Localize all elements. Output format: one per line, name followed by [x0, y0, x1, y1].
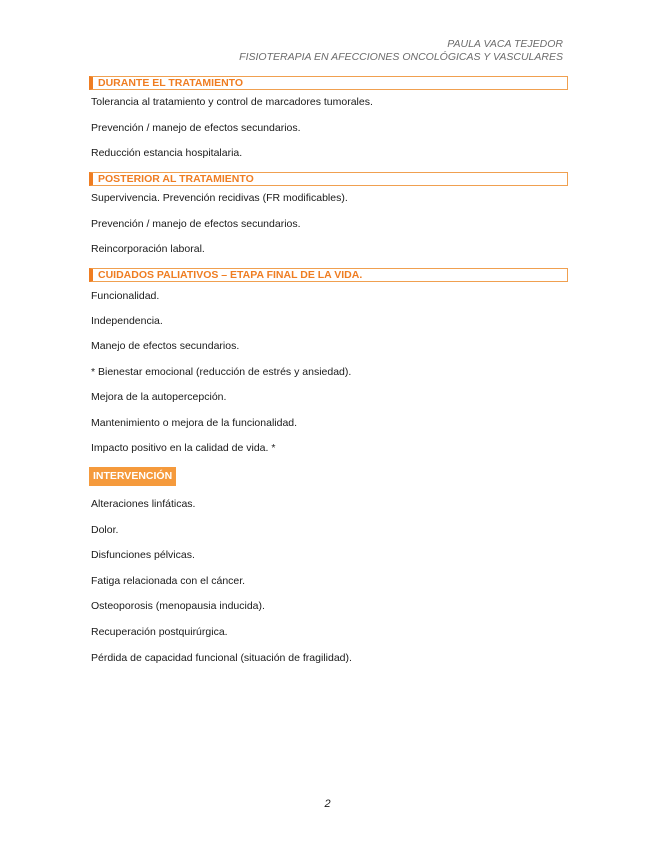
section-heading-paliativos: CUIDADOS PALIATIVOS – ETAPA FINAL DE LA VIDA. [89, 268, 568, 282]
section-heading-durante: DURANTE EL TRATAMIENTO [89, 76, 568, 90]
list-item: Mantenimiento o mejora de la funcionalidad. [91, 417, 298, 429]
list-item: Reincorporación laboral. [91, 243, 205, 255]
section-heading-posterior: POSTERIOR AL TRATAMIENTO [89, 172, 568, 186]
list-item: Independencia. [91, 315, 163, 327]
list-item: Pérdida de capacidad funcional (situación de fragilidad). [91, 652, 352, 664]
list-item: Prevención / manejo de efectos secundarios. [91, 218, 301, 230]
page-number: 2 [324, 798, 331, 810]
intervencion-heading: INTERVENCIÓN [89, 467, 176, 486]
list-item: Recuperación postquirúrgica. [91, 626, 228, 638]
list-item: Manejo de efectos secundarios. [91, 340, 240, 352]
header-author: PAULA VACA TEJEDOR [447, 38, 563, 50]
list-item: Funcionalidad. [91, 290, 160, 302]
header-subtitle: FISIOTERAPIA EN AFECCIONES ONCOLÓGICAS Y VASCULARES [239, 51, 563, 63]
list-item: Prevención / manejo de efectos secundarios. [91, 122, 301, 134]
list-item: Osteoporosis (menopausia inducida). [91, 600, 265, 612]
list-item: Disfunciones pélvicas. [91, 549, 195, 561]
page-header [239, 38, 563, 64]
list-item: Reducción estancia hospitalaria. [91, 147, 243, 159]
list-item: Tolerancia al tratamiento y control de marcadores tumorales. [91, 96, 373, 108]
list-item: Impacto positivo en la calidad de vida. * [91, 442, 276, 454]
list-item: Supervivencia. Prevención recidivas (FR modificables). [91, 192, 348, 204]
list-item: Fatiga relacionada con el cáncer. [91, 575, 246, 587]
list-item: Mejora de la autopercepción. [91, 391, 227, 403]
list-item: * Bienestar emocional (reducción de estrés y ansiedad). [91, 366, 352, 378]
list-item: Alteraciones linfáticas. [91, 498, 196, 510]
list-item: Dolor. [91, 524, 119, 536]
